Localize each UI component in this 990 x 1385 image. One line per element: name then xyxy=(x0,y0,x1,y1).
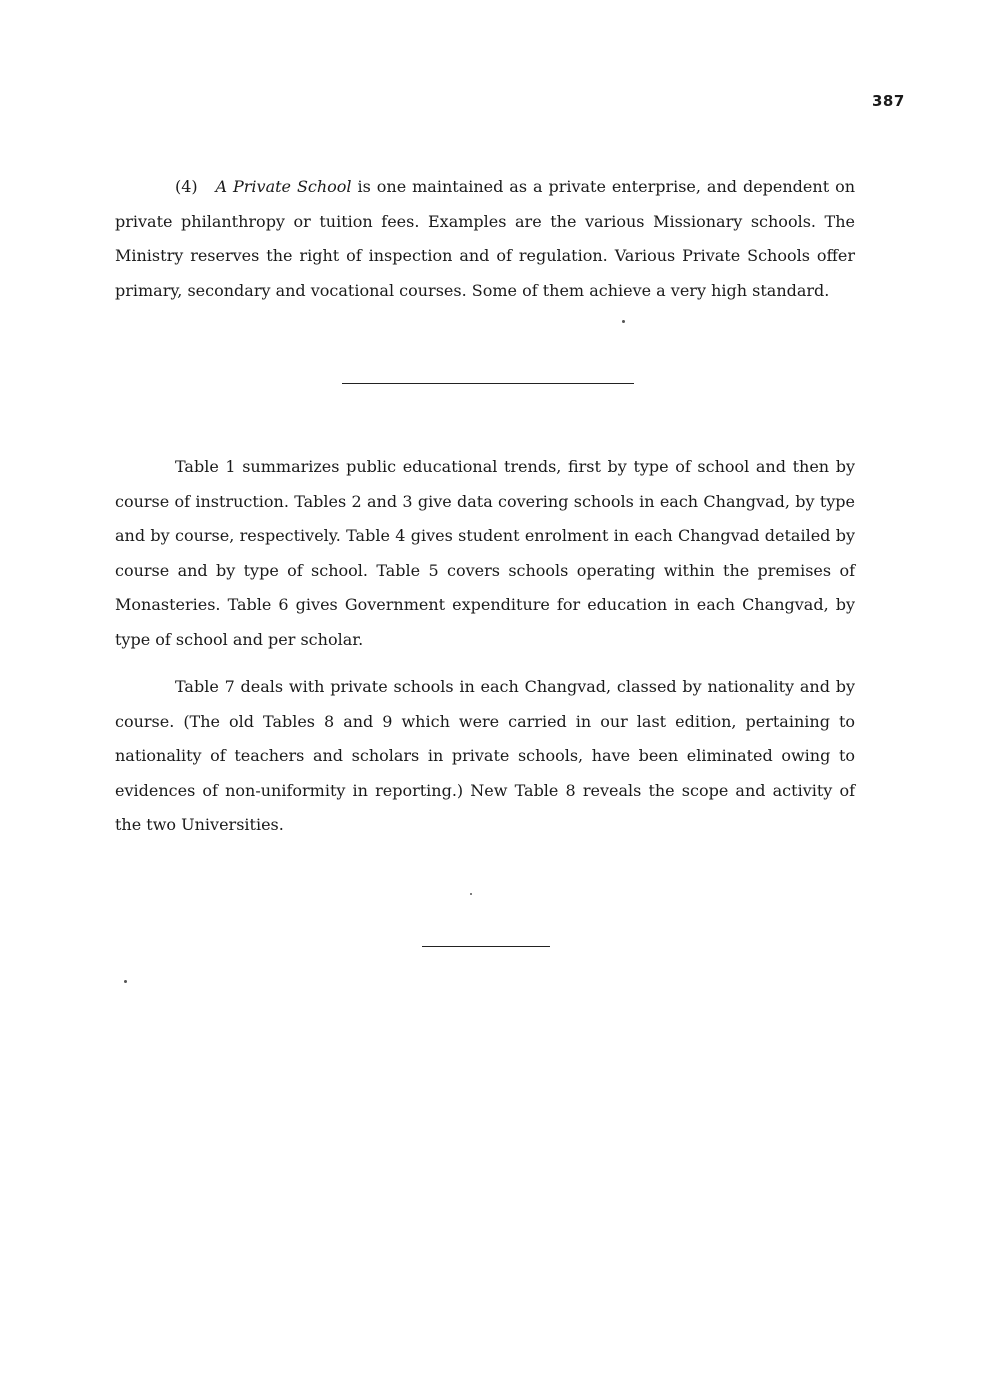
paragraph-private-school xyxy=(115,170,855,308)
scan-speck xyxy=(124,980,127,983)
paragraph-text: is one maintained as a private enterprise, and dependent on private philanthropy or tuition fees. Examples are the various Missionary schools. The Ministry reserves the right of inspection and of regulation. Various Private Schools offer primary, secondary and vocational courses. Some of them achieve a very high standard. xyxy=(115,177,856,300)
defined-term: A Private School xyxy=(215,177,352,196)
page-number: 387 xyxy=(872,92,905,110)
paragraph-table-summary xyxy=(115,450,855,657)
scan-speck xyxy=(470,893,472,895)
paragraph-text: Table 1 summarizes public educational trends, first by type of school and then by course of instruction. Tables 2 and 3 give data covering schools in each Changvad, by type and by course, respectively. Table 4 gives student enrolment in each Changvad detailed by course and by type of school. Table 5 covers schools operating within the premises of Monasteries. Table 6 gives Government expenditure for education in each Changvad, by type of school and per scholar. xyxy=(115,457,855,649)
paragraph-table-seven xyxy=(115,670,855,843)
section-divider xyxy=(342,383,634,384)
scan-speck xyxy=(622,320,625,323)
end-divider xyxy=(422,946,550,947)
section-label: (4) xyxy=(175,177,198,196)
paragraph-text: Table 7 deals with private schools in each Changvad, classed by nationality and by course. (The old Tables 8 and 9 which were carried in our last edition, pertaining to nationality of teachers and scholars in private schools, have been eliminated owing to evidences of non-uniformity in reporting.) New Table 8 reveals the scope and activity of the two Universities. xyxy=(115,677,855,834)
